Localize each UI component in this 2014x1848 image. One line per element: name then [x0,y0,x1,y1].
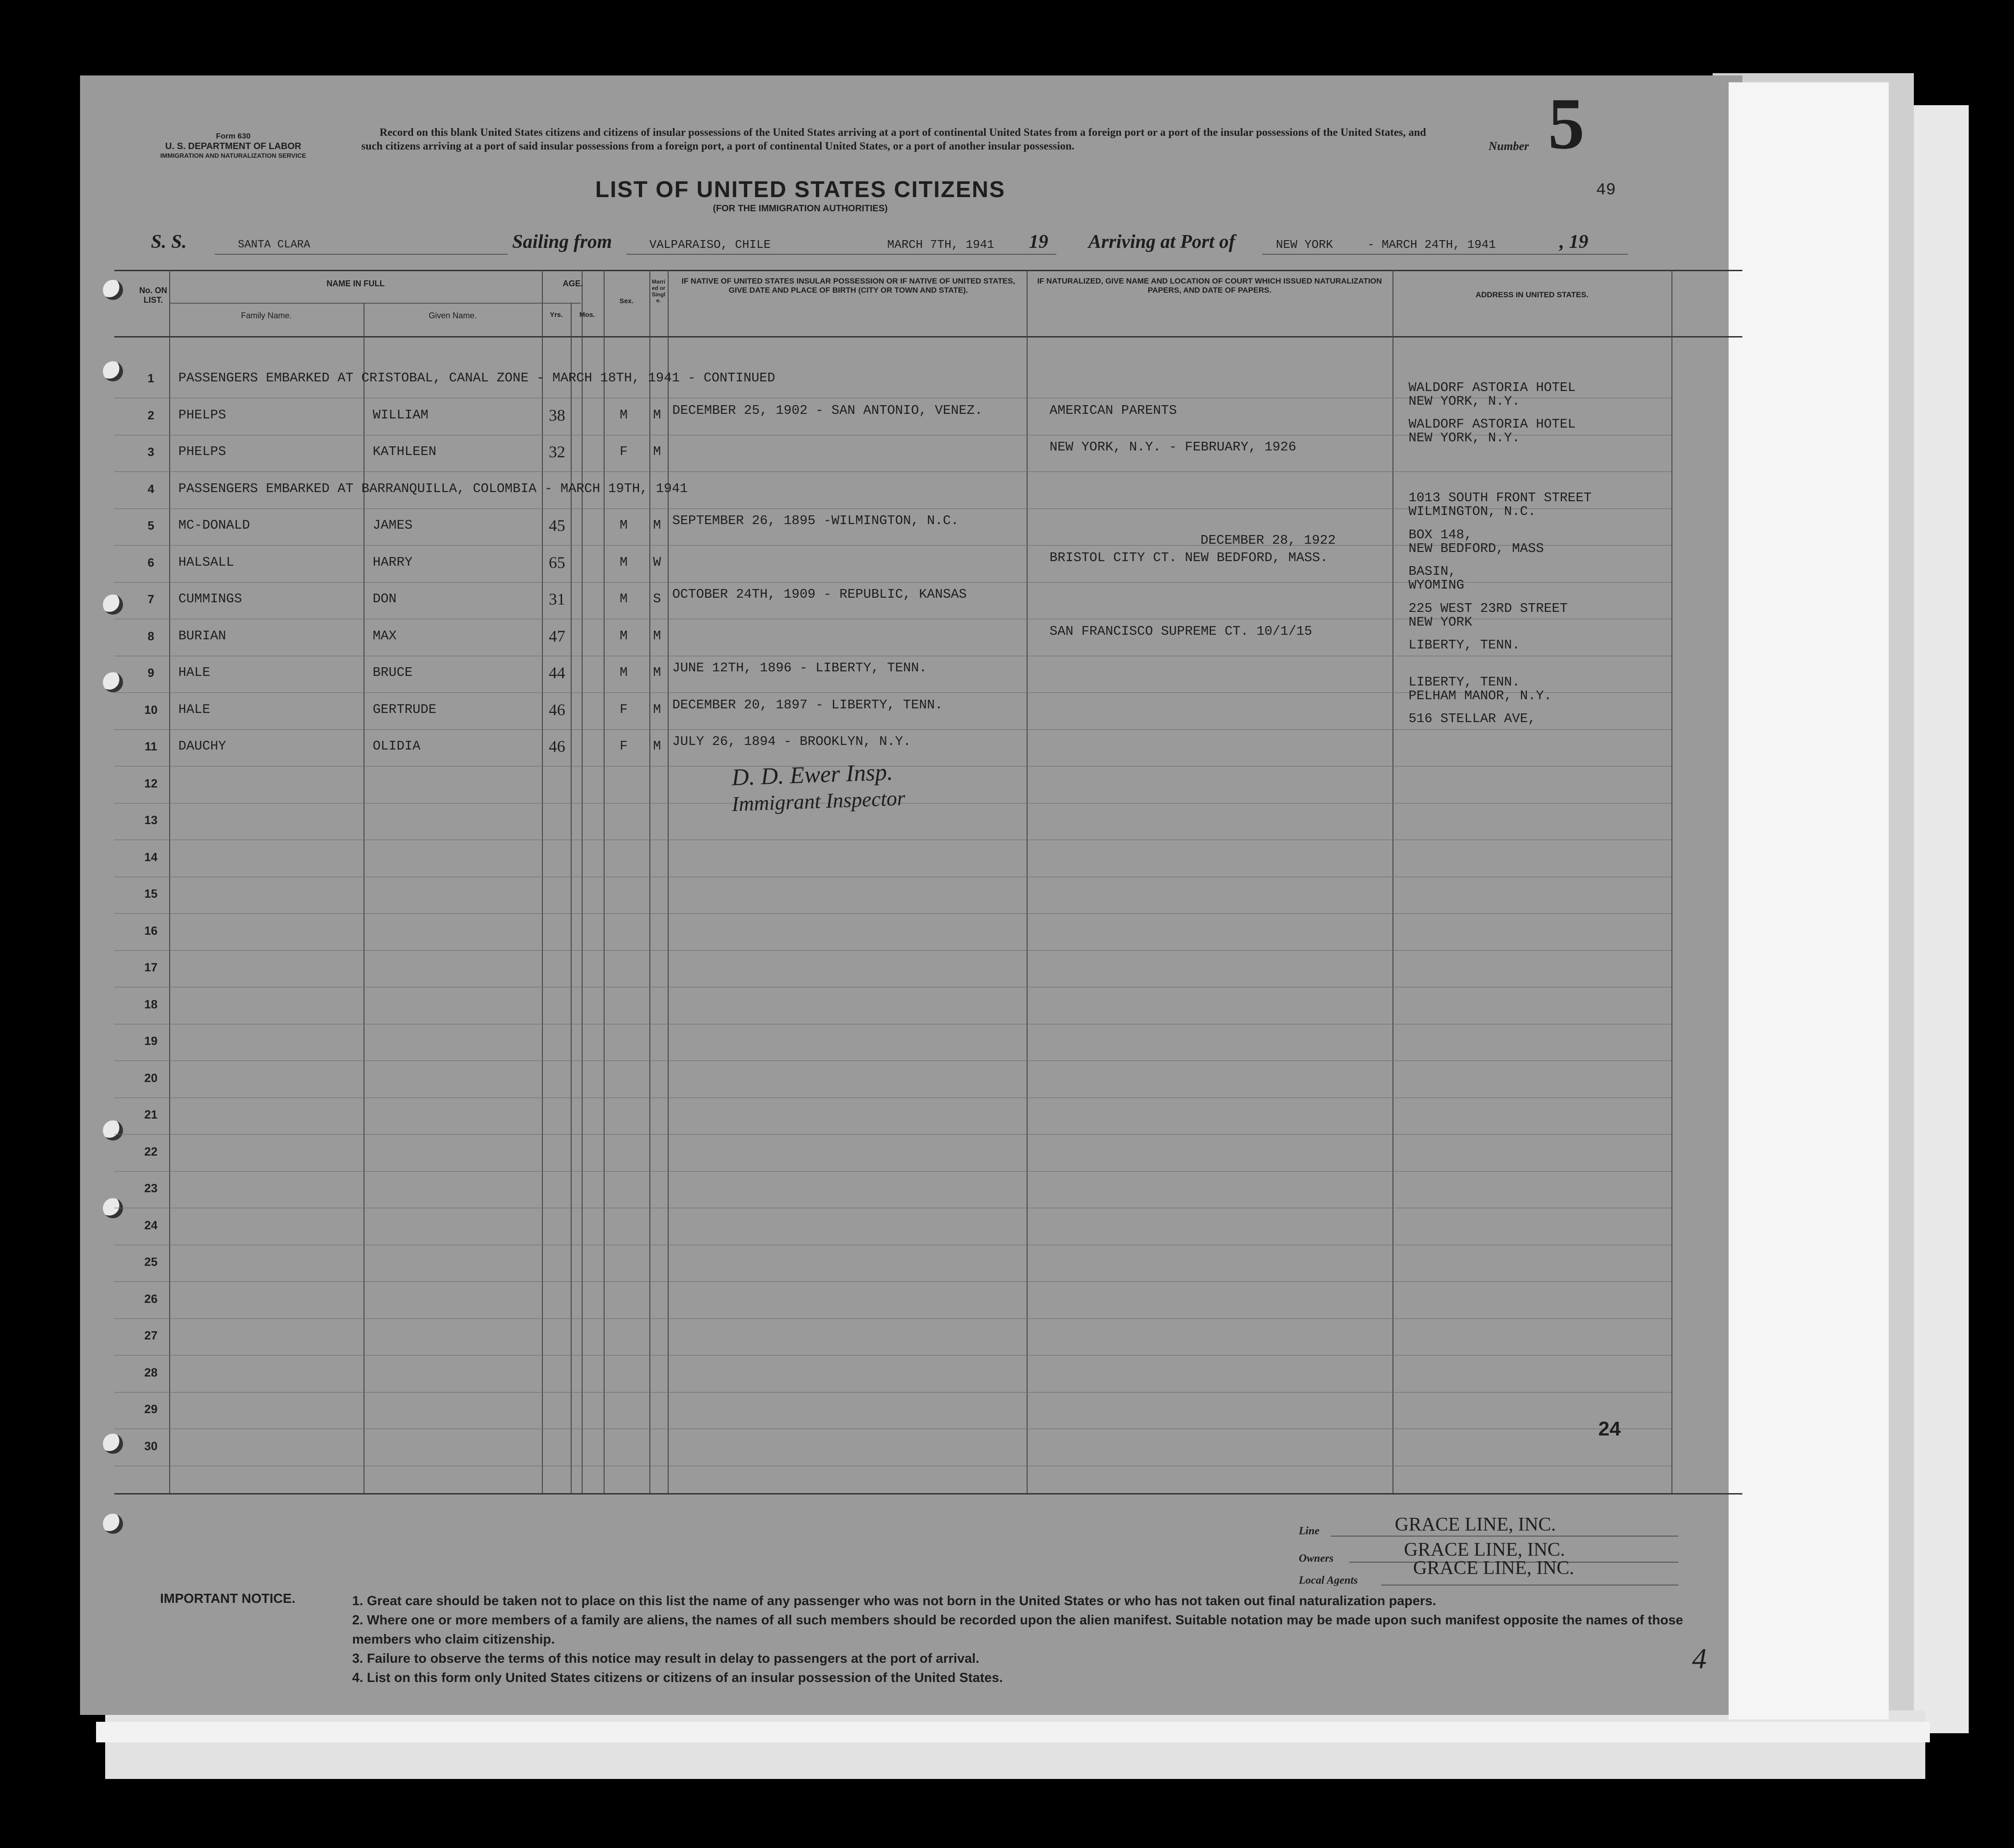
marital-status: M [653,665,661,680]
address-line-1: WALDORF ASTORIA HOTEL [1409,380,1576,395]
col-divider [1671,270,1672,1493]
row-number: 24 [144,1218,158,1232]
line-name: GRACE LINE, INC. [1395,1514,1556,1535]
sex: M [620,554,628,570]
row-number: 3 [147,445,155,459]
row-rule [114,1281,1671,1282]
col-divider [582,270,583,1493]
given-name: HARRY [373,554,413,570]
given-name: BRUCE [373,665,413,680]
row-rule [114,1134,1671,1135]
row-number: 15 [144,887,158,900]
marital-status: M [653,518,661,533]
row-number: 4 [147,482,155,496]
birth-info: DECEMBER 20, 1897 - LIBERTY, TENN. [672,697,943,712]
row-number: 20 [144,1071,158,1085]
age-subheader-line [542,303,581,304]
punch-hole [103,1120,123,1141]
marital-status: M [653,444,661,459]
col-header-given: Given Name. [429,311,477,320]
address-line-2: NEW BEDFORD, MASS [1409,541,1544,556]
notice-item: 3. Failure to observe the terms of this notice may result in delay to passengers at the port of arrival. [352,1651,980,1666]
ship-underline [215,254,508,255]
row-number: 22 [144,1144,158,1158]
name-subheader-line [169,303,542,304]
service: IMMIGRATION AND NATURALIZATION SERVICE [160,152,306,160]
birth-info: OCTOBER 24TH, 1909 - REPUBLIC, KANSAS [672,587,967,602]
age-years: 44 [549,664,565,682]
col-header-sex: Sex. [619,297,634,305]
naturalization-date: DECEMBER 28, 1922 [1200,532,1336,548]
address-line-2: NEW YORK, N.Y. [1409,393,1520,409]
col-header-name: NAME IN FULL [327,279,385,288]
row-number: 23 [144,1181,158,1195]
col-header-age: AGE. [562,279,583,288]
owners-label: Owners [1299,1553,1334,1564]
row-number: 16 [144,923,158,937]
notice-item: 4. List on this form only United States citizens or citizens of an insular possession of the United States. [352,1671,1003,1686]
col-divider [649,270,650,1493]
row-number: 5 [147,519,155,532]
sailing-date: MARCH 7TH, 1941 [887,238,995,252]
sailing-label: Sailing from [512,231,612,252]
family-name: HALE [178,665,210,680]
sex: F [620,702,628,717]
row-number: 21 [144,1108,158,1121]
naturalization-info: AMERICAN PARENTS [1050,402,1177,418]
sex: M [620,665,628,680]
agents-label: Local Agents [1299,1575,1358,1586]
row-rule [114,950,1671,951]
age-years: 47 [549,627,565,645]
row-number: 28 [144,1365,158,1379]
age-years: 45 [549,516,565,535]
row-number: 25 [144,1255,158,1269]
address-line-1: BASIN, [1409,564,1457,579]
family-name: HALSALL [178,554,234,570]
agents-name: GRACE LINE, INC. [1413,1558,1575,1579]
row-number: 10 [144,702,158,717]
given-name: OLIDIA [373,739,421,754]
inspector-title-handwritten: Immigrant Inspector [731,786,906,816]
row-number: 8 [147,629,155,643]
col-header-mos: Mos. [579,311,595,319]
notice-list [352,1591,1687,1687]
naturalization-info: BRISTOL CITY CT. NEW BEDFORD, MASS. [1050,550,1328,565]
header-bottom-border [114,336,1742,337]
page-subtitle: (FOR THE IMMIGRATION AUTHORITIES) [712,204,888,214]
sailing-from: VALPARAISO, CHILE [649,238,771,252]
address-line-2: WYOMING [1409,578,1464,593]
punch-hole [103,1514,123,1534]
table-top-border [114,270,1742,271]
address-line-1: 1013 SOUTH FRONT STREET [1409,490,1592,505]
sex: F [620,739,628,754]
birth-info: SEPTEMBER 26, 1895 -WILMINGTON, N.C. [672,513,959,528]
age-years: 38 [549,406,565,424]
given-name: GERTRUDE [373,702,437,717]
marital-status: M [653,407,661,423]
punch-hole [103,595,123,615]
row-number: 19 [144,1034,158,1048]
sex: M [620,591,628,606]
marital-status: M [653,628,661,643]
right-paper-strip [1729,82,1889,1719]
col-divider [604,270,605,1493]
inspector-signature: D. D. Ewer Insp. [731,759,894,791]
address-line-1: LIBERTY, TENN. [1409,637,1520,653]
row-rule [114,1392,1671,1393]
address-line-1: 516 STELLAR AVE, [1409,711,1536,726]
col-header-birth: IF NATIVE OF UNITED STATES INSULAR POSSESSION OR IF NATIVE OF UNITED STATES, GIVE DATE AND PLACE OF BIRTH (CITY OR TOWN AND STATE). [681,277,1015,295]
birth-info: JUNE 12TH, 1896 - LIBERTY, TENN. [672,660,927,675]
embarkation-note: PASSENGERS EMBARKED AT BARRANQUILLA, COLOMBIA - MARCH 19TH, 1941 [178,481,688,496]
address-line-2: NEW YORK [1409,614,1473,630]
marital-status: M [653,702,661,717]
list-number: 5 [1548,83,1585,164]
row-number: 9 [147,666,155,680]
row-number: 27 [144,1328,158,1342]
marital-status: S [653,591,661,606]
marital-status: M [653,739,661,754]
family-name: BURIAN [178,628,226,643]
manifest-page [80,75,1742,1715]
family-name: PHELPS [178,444,226,459]
sailing-year-suffix: 19 [1029,231,1048,252]
punch-hole [103,1198,123,1218]
family-name: PHELPS [178,407,226,423]
sailing-underline [627,254,1056,255]
family-name: CUMMINGS [178,591,242,606]
row-number: 30 [144,1439,158,1453]
age-years: 32 [549,443,565,461]
number-label: Number [1489,139,1529,153]
row-rule [114,1318,1671,1319]
naturalization-info: SAN FRANCISCO SUPREME CT. 10/1/15 [1050,623,1312,639]
address-line-2: PELHAM MANOR, N.Y. [1409,688,1552,703]
row-number: 13 [144,813,158,827]
birth-info: JULY 26, 1894 - BROOKLYN, N.Y. [672,734,911,749]
row-number: 2 [147,408,155,422]
row-number: 14 [144,850,158,864]
row-number: 26 [144,1291,158,1306]
punch-hole [103,1434,123,1454]
age-years: 31 [549,590,565,608]
address-line-1: WALDORF ASTORIA HOTEL [1409,417,1576,432]
col-divider [668,270,669,1493]
age-years: 46 [549,700,565,719]
given-name: WILLIAM [373,407,429,423]
row-number: 29 [144,1402,158,1416]
line-label: Line [1299,1525,1320,1537]
marital-status: W [653,554,661,570]
age-years: 46 [549,737,565,755]
arriving-port: NEW YORK [1276,238,1333,252]
col-header-yrs: Yrs. [550,311,563,319]
col-header-address: ADDRESS IN UNITED STATES. [1475,290,1589,299]
page-count-stamp: 24 [1598,1418,1621,1440]
row-number: 17 [144,960,158,974]
age-years: 65 [549,553,565,572]
col-divider [1027,270,1028,1493]
family-name: MC-DONALD [178,518,250,533]
row-number: 1 [147,371,155,385]
notice-label: IMPORTANT NOTICE. [160,1591,295,1606]
notice-item: 1. Great care should be taken not to place on this list the name of any passenger who was not born in the United States or who has not taken out final naturalization papers. [352,1594,1436,1608]
birth-info: DECEMBER 25, 1902 - SAN ANTONIO, VENEZ. [672,402,983,418]
sex: F [620,444,628,459]
department: U. S. DEPARTMENT OF LABOR [165,141,301,152]
family-name: HALE [178,702,210,717]
arriving-underline [1262,254,1628,255]
address-line-1: 225 WEST 23RD STREET [1409,600,1568,616]
page-title: LIST OF UNITED STATES CITIZENS [595,177,1006,202]
row-number: 11 [145,739,157,753]
family-name: DAUCHY [178,739,226,754]
col-header-family: Family Name. [241,311,292,320]
row-rule [114,1171,1671,1172]
address-line-2: WILMINGTON, N.C. [1409,504,1536,519]
col-divider [542,270,543,1493]
form-instructions: Record on this blank United States citizens and citizens of insular possessions of the United States arriving at a port of continental United States from a foreign port or a port of the insular possessions of the United States, and such citizens arriving at a port of said insular possessions from a foreign port, a port of continental United States, or a port of another insular possession. [361,127,1426,152]
col-header-naturalized: IF NATURALIZED, GIVE NAME AND LOCATION OF COURT WHICH ISSUED NATURALIZATION PAPERS, AND DATE OF PAPERS. [1037,277,1382,295]
col-header-married: Married or Single. [652,279,665,304]
address-line-1: BOX 148, [1409,527,1473,542]
address-line-2: NEW YORK, N.Y. [1409,430,1520,445]
row-number: 12 [144,776,158,790]
arriving-label: Arriving at Port of [1088,231,1235,252]
col-header-no: No. ON LIST. [139,286,167,305]
agents-underline [1381,1585,1678,1586]
sheet-stamp: 49 [1596,181,1616,199]
row-rule [114,913,1671,914]
underlying-sheet-bottom [105,1710,1925,1779]
address-line-1: LIBERTY, TENN. [1409,674,1520,690]
arriving-year-suffix: , 19 [1559,231,1588,252]
given-name: JAMES [373,518,413,533]
given-name: KATHLEEN [373,444,437,459]
row-number: 6 [147,555,155,569]
punch-hole [103,280,123,300]
row-rule [114,729,1671,730]
punch-hole [103,672,123,692]
row-number: 18 [144,997,158,1011]
form-department-block [137,132,329,160]
naturalization-info: NEW YORK, N.Y. - FEBRUARY, 1926 [1050,439,1296,455]
arriving-date: - MARCH 24TH, 1941 [1367,238,1496,252]
ss-label: S. S. [151,231,187,252]
notice-item: 2. Where one or more members of a family are aliens, the names of all such members should be recorded upon the alien manifest. Suitable notation may be made upon such manifest opposite the names of those members who claim citizenship. [352,1613,1683,1647]
given-name: DON [373,591,397,606]
row-number: 7 [147,592,155,606]
underlying-sheet-bottom-edge [96,1722,1930,1742]
sex: M [620,407,628,423]
ship-name: SANTA CLARA [238,239,311,251]
line-underline [1331,1536,1678,1537]
row-rule [114,471,1671,472]
margin-handwritten-mark: 4 [1692,1642,1707,1675]
owners-name: GRACE LINE, INC. [1404,1539,1565,1560]
sex: M [620,628,628,643]
col-divider [169,270,170,1493]
given-name: MAX [373,628,397,643]
form-number: Form 630 [216,132,251,140]
punch-hole [103,361,123,381]
sex: M [620,518,628,533]
table-bottom-border [114,1493,1742,1494]
embarkation-note: PASSENGERS EMBARKED AT CRISTOBAL, CANAL ZONE - MARCH 18TH, 1941 - CONTINUED [178,370,776,386]
